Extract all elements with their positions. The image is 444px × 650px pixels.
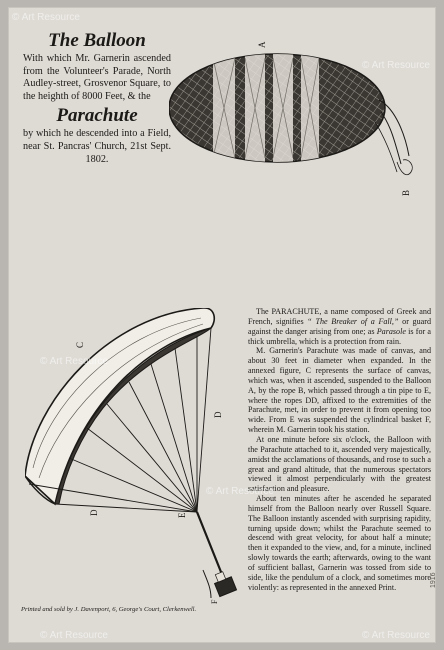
title-body: With which Mr. Garnerin ascended from the Volunteer's Parade, North Audley-street, Grosvenor Square, to the heighth of 8000 Feet, & the	[23, 53, 171, 102]
imprint-line: Printed and sold by J. Davenport, 6, George's Court, Clerkenwell.	[21, 606, 197, 613]
article-paragraph-4: About ten minutes after he ascended he separated himself from the Balloon nearly over Russell Square. The Balloon instantly ascended with surprising rapidity, turning upside down; whilst the Parachute seemed to descend with great velocity, for about half a minute; then it expanded to the view, and, for a minute, inclined slowly towards the earth; afterwards, owing to the want of sufficient ballast, Garnerin was tossed from side to side, like the pendulum of a clock, and sometimes more violently: as represented in the annexed Print.	[248, 494, 431, 592]
balloon-label-b: B	[401, 189, 411, 196]
parachute-label-c: C	[75, 341, 85, 348]
parachute-label-d-right: D	[213, 411, 223, 418]
title-body-continued: by which he descended into a Field, near St. Pancras' Church, 21st Sept. 1802.	[23, 128, 171, 165]
parachute-label-f: F	[210, 599, 219, 604]
article-paragraph-2: M. Garnerin's Parachute was made of canvas, and about 30 feet in diameter when expanded. In the annexed figure, C represents the surface of canvas, which was, when it ascended, suspended to the Balloon A, by the rope B, which passed through a tin pipe to E, where the ropes DD, affixed to the extremities of the Parachute, met, in order to prevent it from opening too wide. From E was suspended the cylindrical basket F, wherein M. Garnerin took his station.	[248, 346, 431, 435]
parachute-label-e: E	[177, 512, 187, 518]
watermark: © Art Resource	[362, 60, 430, 71]
article-paragraph-1: The PARACHUTE, a name composed of Greek and French, signifies “ The Breaker of a Fall,” or guard against the danger arising from one; as Parasole is for a thick umbrella, which is a protection from rain.	[248, 307, 431, 346]
watermark: © Art Resource	[362, 630, 430, 641]
parachute-label-d-left: D	[89, 509, 99, 516]
print-sheet	[9, 8, 435, 642]
watermark: © Art Resource	[40, 356, 108, 367]
watermark: © Art Resource	[206, 486, 274, 497]
article-paragraph-3: At one minute before six o'clock, the Balloon with the Parachute attached to it, ascended very majestically, amidst the acclamations of thousands, and rose to such a great and grand altitude, that the numerous spectators viewed it almost perpendicularly with the greatest satisfaction and pleasure.	[248, 434, 431, 494]
watermark: © Art Resource	[40, 630, 108, 641]
title-block	[23, 30, 171, 166]
title-heading: The Balloon	[48, 30, 146, 51]
article-text	[248, 307, 431, 592]
balloon-label-a: A	[257, 41, 267, 48]
watermark: © Art Resource	[12, 12, 80, 23]
title-heading-parachute: Parachute	[56, 105, 138, 127]
parachute-illustration	[25, 308, 245, 604]
catalog-mark: 1916	[430, 572, 437, 588]
